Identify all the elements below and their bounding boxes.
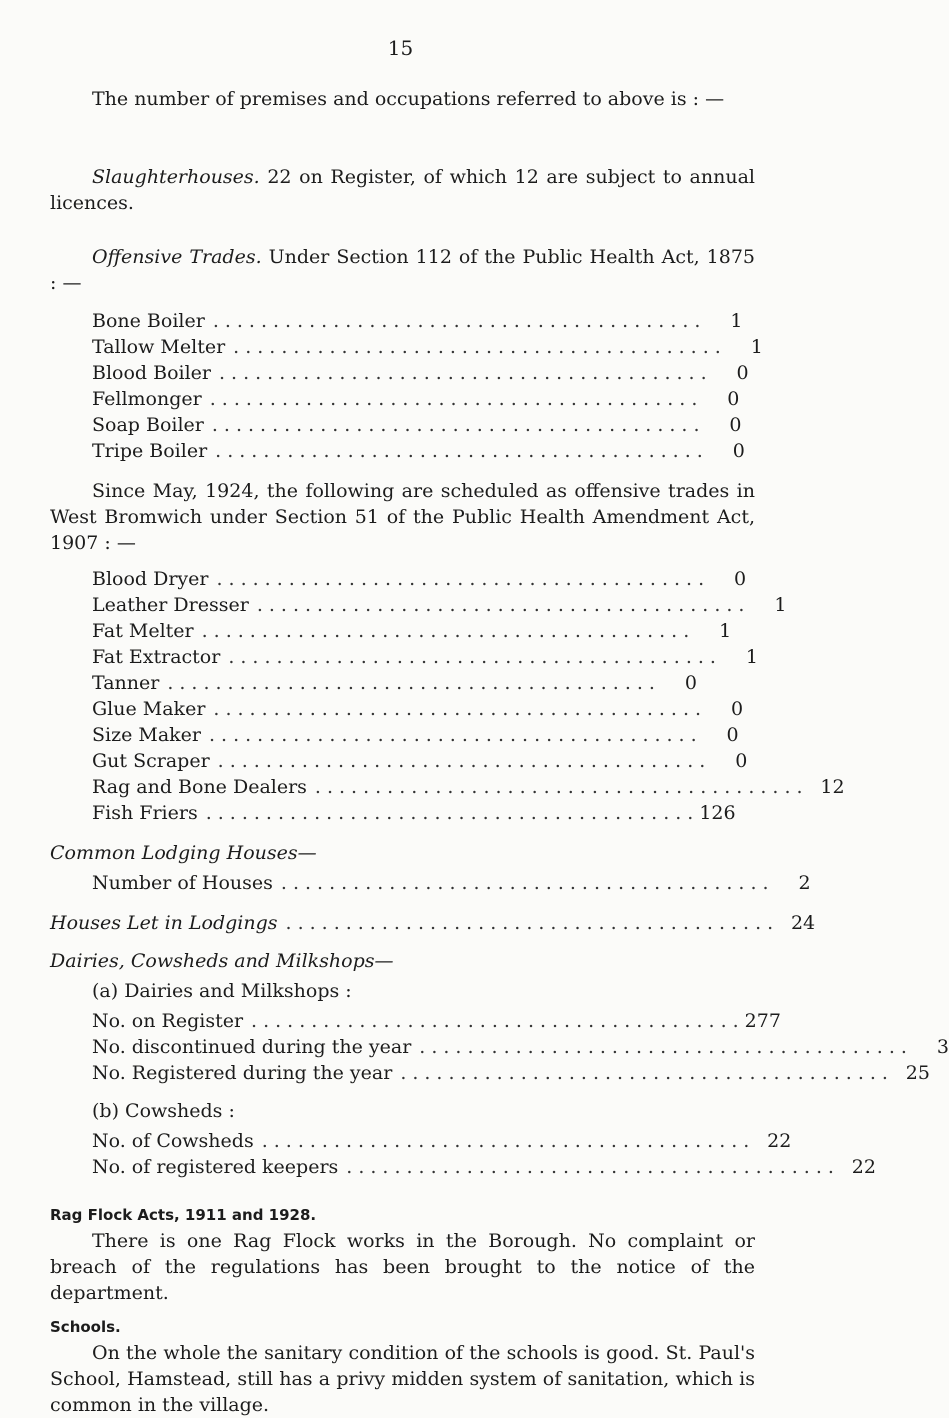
offensive-paragraph bbox=[50, 244, 755, 296]
since-paragraph: Since May, 1924, the following are scheduled as offensive trades in West Bromwich under Section 51 of the Public Health Amendment Act, 1907 : — bbox=[50, 480, 755, 554]
slaughterhouses-paragraph bbox=[50, 164, 755, 216]
list-item: Fish Friers ......................................... 126 bbox=[92, 802, 736, 824]
list-item: Number of Houses ......................................... 2 bbox=[92, 872, 811, 894]
list-item: Blood Dryer ......................................... 0 bbox=[92, 568, 747, 590]
schools-heading: Schools. bbox=[50, 1318, 121, 1336]
list-item: Tripe Boiler ......................................... 0 bbox=[92, 440, 745, 462]
rag-flock-heading: Rag Flock Acts, 1911 and 1928. bbox=[50, 1206, 317, 1224]
list-item: Tallow Melter ......................................... 1 bbox=[92, 336, 763, 358]
list-item: No. discontinued during the year ......................................... 3 bbox=[92, 1036, 949, 1058]
list-item: Gut Scraper ......................................... 0 bbox=[92, 750, 748, 772]
dairies-heading: Dairies, Cowsheds and Milkshops— bbox=[50, 950, 394, 972]
schools-paragraph: On the whole the sanitary condition of the schools is good. St. Paul's School, Hamstead, still has a privy midden system of sanitation, which is common in the village. bbox=[50, 1342, 755, 1416]
list-item: No. of registered keepers ......................................... 22 bbox=[92, 1156, 876, 1178]
offensive-text: Under Section 112 of the Public Health Act, 1875 : — bbox=[50, 246, 755, 294]
list-item: Fat Extractor ......................................... 1 bbox=[92, 646, 758, 668]
offensive-label: Offensive Trades. bbox=[92, 246, 262, 268]
list-item: Leather Dresser ......................................... 1 bbox=[92, 594, 787, 616]
list-item: Blood Boiler ......................................... 0 bbox=[92, 362, 749, 384]
list-item: Fat Melter ......................................... 1 bbox=[92, 620, 732, 642]
intro-paragraph: The number of premises and occupations referred to above is : — bbox=[92, 88, 725, 110]
list-item: Tanner ......................................... 0 bbox=[92, 672, 697, 694]
list-item: Soap Boiler ......................................... 0 bbox=[92, 414, 742, 436]
slaughterhouses-text: 22 on Register, of which 12 are subject to annual licences. bbox=[50, 166, 756, 214]
dairies-b-heading: (b) Cowsheds : bbox=[92, 1100, 235, 1122]
rag-flock-paragraph: There is one Rag Flock works in the Borough. No complaint or breach of the regulations has been brought to the notice of the department. bbox=[50, 1230, 755, 1304]
list-item: Fellmonger ......................................... 0 bbox=[92, 388, 740, 410]
list-item: Bone Boiler ......................................... 1 bbox=[92, 310, 743, 332]
list-item: Size Maker ......................................... 0 bbox=[92, 724, 739, 746]
dairies-a-heading: (a) Dairies and Milkshops : bbox=[92, 980, 352, 1002]
lodging-heading: Common Lodging Houses— bbox=[50, 842, 317, 864]
list-item: No. of Cowsheds ......................................... 22 bbox=[92, 1130, 792, 1152]
list-item: No. Registered during the year ......................................... 25 bbox=[92, 1062, 930, 1084]
list-item: No. on Register ......................................... 277 bbox=[92, 1010, 781, 1032]
list-item: Glue Maker ......................................... 0 bbox=[92, 698, 744, 720]
page-number: 15 bbox=[387, 36, 414, 60]
list-item: Rag and Bone Dealers ......................................... 12 bbox=[92, 776, 845, 798]
list-item: Houses Let in Lodgings ......................................... 24 bbox=[50, 912, 816, 934]
slaughterhouses-label: Slaughterhouses. bbox=[92, 166, 260, 188]
